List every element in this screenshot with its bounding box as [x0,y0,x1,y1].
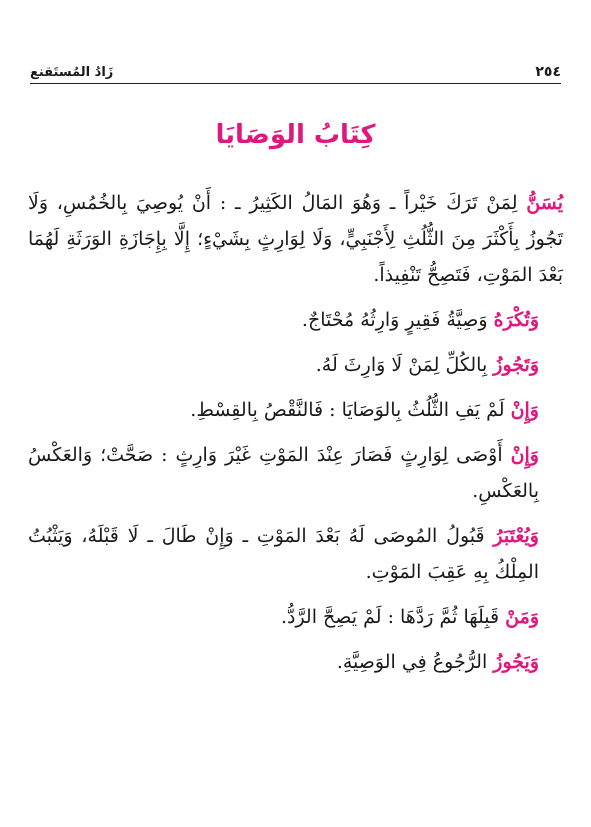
paragraph-text: قَبُولُ المُوصَى لَهُ بَعْدَ المَوْتِ ـ وَإِنْ طَالَ ـ لَا قَبْلَهُ، وَيَثْبُتُ المِلْكُ بِهِ عَقِبَ المَوْتِ. [28,525,539,583]
paragraph [28,185,563,293]
paragraph-keyword: وَإِنْ [510,444,539,466]
paragraph [28,437,563,509]
paragraph-keyword: وَيُعْتَبَرُ [493,525,539,547]
paragraph [28,644,563,680]
paragraph [28,347,563,383]
paragraph [28,599,563,635]
paragraph-text: بِالكُلِّ لِمَنْ لَا وَارِثَ لَهُ. [315,354,494,376]
header-divider [30,83,561,84]
paragraph-text: لِمَنْ تَرَكَ خَيْراً ـ وَهُوَ المَالُ الكَثِيرُ ـ : أَنْ يُوصِيَ بِالخُمُسِ، وَلَا تَجُوزُ بِأَكْثَرَ مِنَ الثُّلُثِ لِأَجْنَبِيٍّ، وَلَا لِوَارِثٍ بِشَيْءٍ؛ إِلَّا بِإِجَازَةِ الوَرَثَةِ لَهُمَا بَعْدَ المَوْتِ، فَتَصِحُّ تَنْفِيذاً. [28,192,563,286]
main-text [28,185,563,689]
paragraph [28,392,563,428]
paragraph-keyword: وَإِنْ [510,399,539,421]
paragraph [28,518,563,590]
paragraph-keyword: وَمَنْ [505,606,539,628]
paragraph-keyword: وَيَجُوزُ [493,651,539,673]
paragraph [28,302,563,338]
chapter-title: كِتَابُ الوَصَايَا [215,120,376,150]
paragraph-keyword: وَتُكْرَهُ [493,309,539,331]
page-header [30,58,561,80]
paragraph-text: وَصِيَّةُ فَقِيرٍ وَارِثُهُ مُحْتَاجٌ. [301,309,494,331]
paragraph-text: قَبِلَهَا ثُمَّ رَدَّهَا : لَمْ يَصِحَّ الرَّدُّ. [280,606,506,628]
page-number: ٢٥٤ [535,64,561,80]
paragraph-keyword: وَتَجُوزُ [493,354,539,376]
paragraph-text: أَوْصَى لِوَارِثٍ فَصَارَ عِنْدَ المَوْتِ غَيْرَ وَارِثٍ : صَحَّتْ؛ وَالعَكْسُ بِالعَكْسِ. [28,444,539,502]
paragraph-text: الرُّجُوعُ فِي الوَصِيَّةِ. [336,651,494,673]
running-header-title: زَادُ المُستَقنع [30,65,114,80]
paragraph-keyword: يُسَنُّ [526,192,563,214]
paragraph-text: لَمْ يَفِ الثُّلُثُ بِالوَصَايَا : فَالنَّقْصُ بِالقِسْطِ. [190,399,511,421]
